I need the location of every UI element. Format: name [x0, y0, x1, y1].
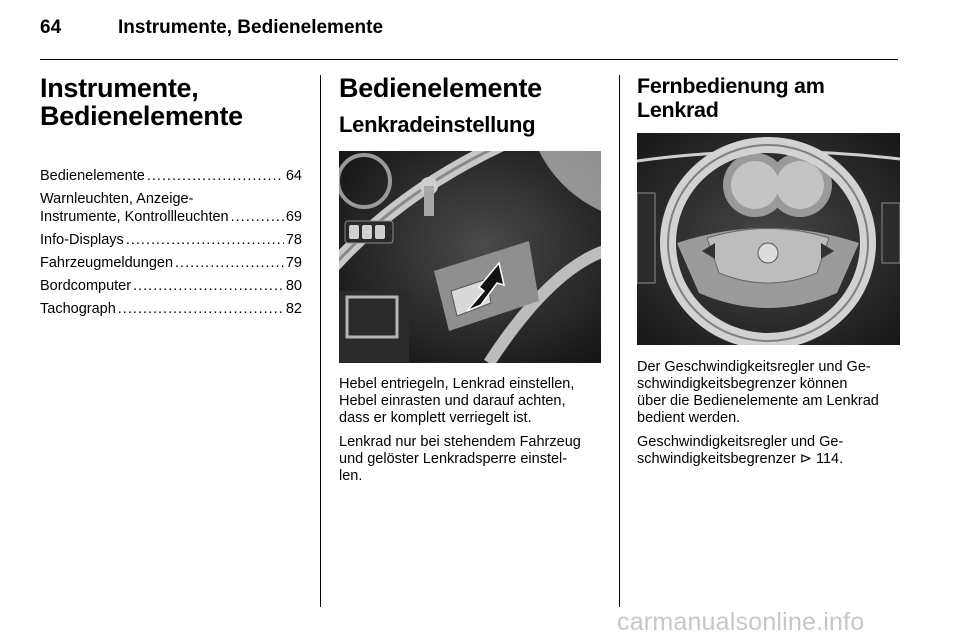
header-rule	[40, 59, 898, 60]
toc-entry-page: 64	[285, 168, 302, 184]
toc-entry-page: 82	[285, 301, 302, 317]
toc-entry[interactable]	[40, 190, 302, 226]
steering-column-lever-illustration	[339, 151, 601, 363]
toc-entry-page: 78	[285, 232, 302, 248]
toc-entry-label: Warnleuchten, Anzeige- Instrumente, Kontrollleuchten	[40, 191, 229, 225]
toc-entry[interactable]	[40, 277, 302, 295]
instruction-paragraph: Lenkrad nur bei stehendem Fahrzeug und gelöster Lenkradsperre einstel- len.	[339, 434, 581, 484]
toc-entry-page: 69	[285, 209, 302, 225]
toc-entry[interactable]	[40, 300, 302, 318]
toc-entry-label: Bordcomputer	[40, 278, 132, 294]
toc-entry-label: Info-Displays	[40, 232, 124, 248]
toc-leader-dots	[147, 167, 284, 185]
running-header-title: Instrumente, Bedienelemente	[118, 17, 384, 38]
site-watermark: carmanualsonline.info	[617, 608, 865, 636]
toc-entry-page: 80	[285, 278, 302, 294]
steering-adjustment-column	[339, 74, 601, 492]
toc-leader-dots	[175, 254, 284, 272]
toc-entry[interactable]	[40, 231, 302, 249]
toc-entry-label: Bedienelemente	[40, 168, 145, 184]
steering-wheel-controls-column	[637, 74, 900, 475]
chapter-title: Instrumente, Bedienelemente	[40, 73, 243, 131]
cross-reference-paragraph[interactable]: Geschwindigkeitsregler und Ge- schwindigkeitsbegrenzer ⊳ 114.	[637, 434, 844, 467]
toc-leader-dots	[133, 277, 284, 295]
page-number: 64	[40, 17, 62, 38]
toc-leader-dots	[126, 231, 284, 249]
instruction-paragraph: Hebel entriegeln, Lenkrad einstellen, Hebel einrasten und darauf achten, dass er komplett verriegelt ist.	[339, 376, 575, 426]
toc-entry-page: 79	[285, 255, 302, 271]
toc-leader-dots	[118, 300, 284, 318]
column-divider-2	[619, 75, 620, 607]
toc-leader-dots	[231, 208, 284, 226]
body-paragraph: Der Geschwindigkeitsregler und Ge- schwindigkeitsbegrenzer können über die Bedienelemente am Lenkrad bedient werden.	[637, 359, 879, 426]
table-of-contents	[40, 167, 302, 318]
steering-wheel-illustration	[637, 133, 900, 345]
toc-entry[interactable]	[40, 254, 302, 272]
section-heading: Bedienelemente	[339, 73, 542, 103]
toc-entry-label: Fahrzeugmeldungen	[40, 255, 174, 271]
toc-entry[interactable]	[40, 167, 302, 185]
subsection-heading: Lenkradeinstellung	[339, 112, 536, 137]
section-heading: Fernbedienung am Lenkrad	[637, 74, 825, 122]
toc-entry-label: Tachograph	[40, 301, 116, 317]
column-divider-1	[320, 75, 321, 607]
chapter-column	[40, 74, 302, 323]
